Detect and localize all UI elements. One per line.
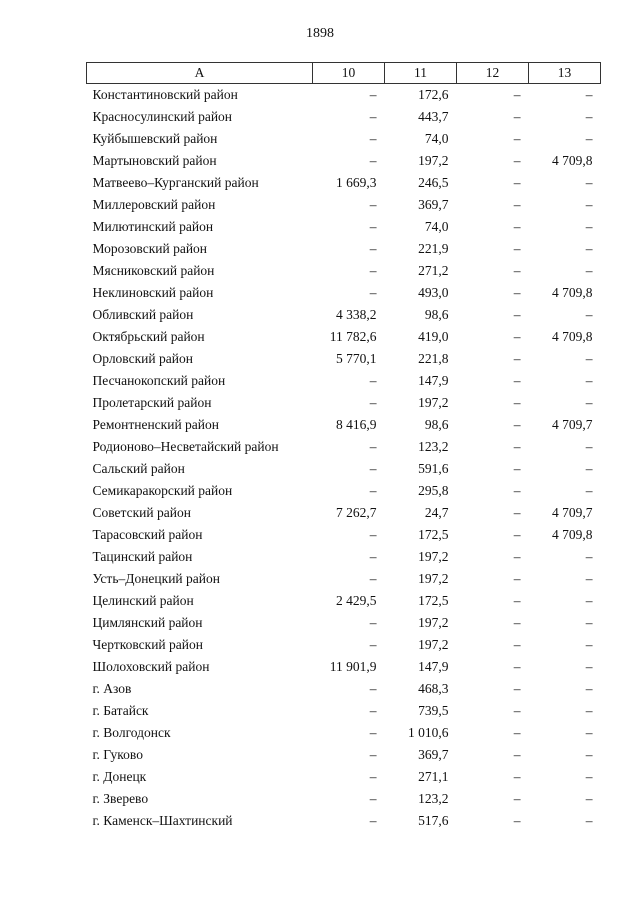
value-col-11: 147,9 (418, 373, 449, 388)
value-col-13: – (585, 395, 593, 410)
value-col-11: 74,0 (424, 131, 449, 146)
value-col-13: – (585, 439, 593, 454)
territory-name: Усть–Донецкий район (92, 571, 220, 586)
column-header-11: 11 (385, 63, 457, 84)
table-row (87, 260, 601, 282)
territory-name: г. Донецк (92, 769, 147, 784)
value-col-13: – (585, 637, 593, 652)
value-col-10: – (369, 219, 377, 234)
value-col-13: – (585, 791, 593, 806)
value-col-13: – (585, 813, 593, 828)
value-col-12: – (513, 307, 521, 322)
table-row (87, 700, 601, 722)
value-col-13: – (585, 483, 593, 498)
territory-name: Октябрьский район (92, 329, 205, 344)
value-col-13: – (585, 373, 593, 388)
value-col-13: – (585, 307, 593, 322)
territory-name: Тарасовский район (92, 527, 203, 542)
value-col-12: – (513, 527, 521, 542)
value-col-10: – (369, 197, 377, 212)
territory-name: Мясниковский район (92, 263, 215, 278)
value-col-10: – (369, 615, 377, 630)
value-col-12: – (513, 197, 521, 212)
value-col-11: 197,2 (418, 549, 449, 564)
value-col-12: – (513, 681, 521, 696)
value-col-12: – (513, 241, 521, 256)
value-col-10: – (369, 549, 377, 564)
table-row (87, 238, 601, 260)
value-col-12: – (513, 461, 521, 476)
table-row (87, 150, 601, 172)
table-row (87, 678, 601, 700)
value-col-10: – (369, 747, 377, 762)
value-col-13: – (585, 615, 593, 630)
value-col-12: – (513, 373, 521, 388)
value-col-13: – (585, 725, 593, 740)
value-col-11: 517,6 (418, 813, 449, 828)
column-header-a: A (87, 63, 313, 84)
value-col-12: – (513, 153, 521, 168)
table-row (87, 480, 601, 502)
value-col-10: – (369, 263, 377, 278)
value-col-13: 4 709,7 (552, 505, 593, 520)
table-row (87, 282, 601, 304)
column-header-10: 10 (313, 63, 385, 84)
territory-name: Песчанокопский район (92, 373, 226, 388)
value-col-10: – (369, 813, 377, 828)
value-col-13: – (585, 87, 593, 102)
table-row (87, 634, 601, 656)
table-row (87, 414, 601, 436)
table-row (87, 172, 601, 194)
value-col-10: – (369, 637, 377, 652)
territory-name: Морозовский район (92, 241, 208, 256)
territory-name: г. Азов (92, 681, 132, 696)
value-col-13: 4 709,8 (552, 527, 593, 542)
value-col-12: – (513, 131, 521, 146)
value-col-10: – (369, 131, 377, 146)
value-col-12: – (513, 285, 521, 300)
value-col-10: 8 416,9 (336, 417, 377, 432)
value-col-12: – (513, 549, 521, 564)
value-col-13: – (585, 659, 593, 674)
territory-name: Миллеровский район (92, 197, 216, 212)
value-col-11: 172,5 (418, 527, 449, 542)
value-col-12: – (513, 505, 521, 520)
value-col-13: – (585, 241, 593, 256)
value-col-13: – (585, 747, 593, 762)
value-col-12: – (513, 87, 521, 102)
value-col-12: – (513, 659, 521, 674)
value-col-10: – (369, 527, 377, 542)
table-row (87, 524, 601, 546)
value-col-12: – (513, 615, 521, 630)
value-col-11: 123,2 (418, 439, 449, 454)
value-col-11: 172,5 (418, 593, 449, 608)
value-col-13: – (585, 769, 593, 784)
value-col-12: – (513, 483, 521, 498)
table-row (87, 546, 601, 568)
value-col-12: – (513, 769, 521, 784)
value-col-13: 4 709,8 (552, 329, 593, 344)
table-row (87, 656, 601, 678)
value-col-10: – (369, 373, 377, 388)
budget-table (86, 62, 601, 832)
territory-name: Цимлянский район (92, 615, 203, 630)
value-col-11: 197,2 (418, 571, 449, 586)
value-col-13: 4 709,7 (552, 417, 593, 432)
table-row (87, 458, 601, 480)
table-row (87, 84, 601, 107)
value-col-11: 98,6 (424, 417, 449, 432)
value-col-11: 1 010,6 (408, 725, 449, 740)
value-col-13: – (585, 197, 593, 212)
value-col-11: 493,0 (418, 285, 449, 300)
value-col-12: – (513, 439, 521, 454)
table-row (87, 106, 601, 128)
value-col-12: – (513, 637, 521, 652)
value-col-10: – (369, 87, 377, 102)
value-col-11: 295,8 (418, 483, 449, 498)
value-col-13: – (585, 571, 593, 586)
table-row (87, 788, 601, 810)
value-col-10: – (369, 241, 377, 256)
value-col-12: – (513, 109, 521, 124)
table-row (87, 436, 601, 458)
territory-name: Родионово–Несветайский район (92, 439, 279, 454)
value-col-11: 221,9 (418, 241, 449, 256)
territory-name: Семикаракорский район (92, 483, 233, 498)
value-col-11: 271,1 (418, 769, 449, 784)
value-col-10: – (369, 725, 377, 740)
table-row (87, 810, 601, 832)
value-col-11: 369,7 (418, 197, 449, 212)
territory-name: Пролетарский район (92, 395, 212, 410)
value-col-13: – (585, 263, 593, 278)
value-col-12: – (513, 813, 521, 828)
value-col-12: – (513, 791, 521, 806)
header-row (87, 63, 601, 84)
value-col-10: 4 338,2 (336, 307, 377, 322)
value-col-13: – (585, 703, 593, 718)
table-row (87, 216, 601, 238)
column-header-12: 12 (457, 63, 529, 84)
value-col-11: 369,7 (418, 747, 449, 762)
value-col-11: 74,0 (424, 219, 449, 234)
value-col-12: – (513, 593, 521, 608)
value-col-11: 197,2 (418, 615, 449, 630)
value-col-11: 197,2 (418, 637, 449, 652)
table-row (87, 326, 601, 348)
value-col-11: 221,8 (418, 351, 449, 366)
value-col-11: 468,3 (418, 681, 449, 696)
value-col-13: 4 709,8 (552, 285, 593, 300)
territory-name: Матвеево–Курганский район (92, 175, 259, 190)
territory-name: г. Каменск–Шахтинский (92, 813, 233, 828)
value-col-11: 172,6 (418, 87, 449, 102)
value-col-10: – (369, 439, 377, 454)
value-col-10: – (369, 769, 377, 784)
value-col-10: 11 782,6 (329, 329, 377, 344)
value-col-10: – (369, 153, 377, 168)
value-col-12: – (513, 219, 521, 234)
value-col-10: – (369, 571, 377, 586)
value-col-11: 24,7 (424, 505, 449, 520)
territory-name: Обливский район (92, 307, 194, 322)
table-row (87, 590, 601, 612)
value-col-12: – (513, 725, 521, 740)
value-col-11: 271,2 (418, 263, 449, 278)
value-col-10: – (369, 791, 377, 806)
value-col-10: 1 669,3 (336, 175, 377, 190)
value-col-10: 11 901,9 (329, 659, 377, 674)
value-col-11: 147,9 (418, 659, 449, 674)
value-col-12: – (513, 351, 521, 366)
table-body (87, 84, 601, 833)
territory-name: Чертковский район (92, 637, 203, 652)
value-col-13: – (585, 109, 593, 124)
value-col-11: 123,2 (418, 791, 449, 806)
value-col-12: – (513, 263, 521, 278)
table-row (87, 612, 601, 634)
value-col-13: – (585, 131, 593, 146)
territory-name: Советский район (92, 505, 191, 520)
value-col-12: – (513, 329, 521, 344)
territory-name: г. Батайск (92, 703, 149, 718)
value-col-10: 7 262,7 (336, 505, 377, 520)
table-row (87, 766, 601, 788)
table-row (87, 304, 601, 326)
value-col-10: – (369, 483, 377, 498)
value-col-10: – (369, 703, 377, 718)
value-col-12: – (513, 417, 521, 432)
territory-name: г. Зверево (92, 791, 149, 806)
territory-name: Сальский район (92, 461, 185, 476)
value-col-11: 246,5 (418, 175, 449, 190)
table-row (87, 502, 601, 524)
value-col-12: – (513, 175, 521, 190)
value-col-13: 4 709,8 (552, 153, 593, 168)
value-col-10: 2 429,5 (336, 593, 377, 608)
territory-name: Неклиновский район (92, 285, 214, 300)
table-row (87, 568, 601, 590)
value-col-10: 5 770,1 (336, 351, 377, 366)
territory-name: Красносулинский район (92, 109, 233, 124)
value-col-11: 197,2 (418, 153, 449, 168)
value-col-10: – (369, 681, 377, 696)
value-col-13: – (585, 461, 593, 476)
value-col-11: 419,0 (418, 329, 449, 344)
table-row (87, 348, 601, 370)
value-col-13: – (585, 351, 593, 366)
value-col-11: 98,6 (424, 307, 449, 322)
table-row (87, 194, 601, 216)
value-col-13: – (585, 175, 593, 190)
value-col-10: – (369, 109, 377, 124)
territory-name: Целинский район (92, 593, 194, 608)
table-row (87, 392, 601, 414)
table-header (87, 63, 601, 84)
territory-name: Орловский район (92, 351, 193, 366)
value-col-13: – (585, 681, 593, 696)
value-col-13: – (585, 549, 593, 564)
page-number: 1898 (306, 26, 334, 41)
value-col-11: 739,5 (418, 703, 449, 718)
value-col-10: – (369, 285, 377, 300)
value-col-12: – (513, 747, 521, 762)
value-col-13: – (585, 219, 593, 234)
territory-name: г. Гуково (92, 747, 143, 762)
value-col-12: – (513, 703, 521, 718)
territory-name: г. Волгодонск (92, 725, 171, 740)
column-header-13: 13 (529, 63, 601, 84)
value-col-12: – (513, 395, 521, 410)
value-col-10: – (369, 461, 377, 476)
territory-name: Милютинский район (92, 219, 214, 234)
value-col-11: 591,6 (418, 461, 449, 476)
territory-name: Ремонтненский район (92, 417, 219, 432)
territory-name: Куйбышевский район (92, 131, 218, 146)
table-row (87, 722, 601, 744)
table-row (87, 744, 601, 766)
territory-name: Тацинский район (92, 549, 193, 564)
territory-name: Шолоховский район (92, 659, 210, 674)
table-row (87, 370, 601, 392)
table-row (87, 128, 601, 150)
value-col-13: – (585, 593, 593, 608)
value-col-11: 443,7 (418, 109, 449, 124)
value-col-12: – (513, 571, 521, 586)
value-col-10: – (369, 395, 377, 410)
territory-name: Мартыновский район (92, 153, 217, 168)
territory-name: Константиновский район (92, 87, 238, 102)
value-col-11: 197,2 (418, 395, 449, 410)
